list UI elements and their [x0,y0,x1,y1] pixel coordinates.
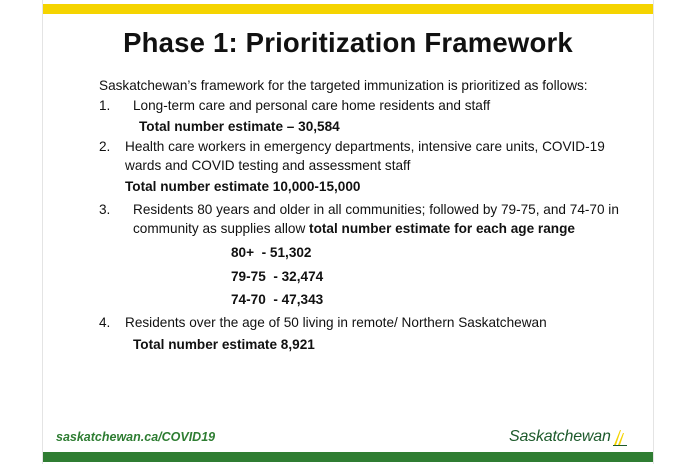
top-accent-bar [43,4,653,14]
footer-url: saskatchewan.ca/COVID19 [56,430,216,444]
item-number: 1. [99,97,111,113]
item-total: Total number estimate – 30,584 [139,118,340,134]
item-number: 2. [99,139,111,155]
item-text: Long-term care and personal care home residents and staff [133,97,491,113]
slide-title: Phase 1: Prioritization Framework [123,27,573,58]
item-number: 4. [99,315,111,331]
list-item-1 [99,97,639,116]
intro-text: Saskatchewan’s framework for the targeted immunization is prioritized as follows: [99,78,588,93]
item-text: Residents 80 years and older in all communities; followed by 79-75, and 74-70 in community as supplies allow [133,201,619,236]
item-number: 3. [99,201,111,217]
list-item-3 [99,201,639,239]
saskatchewan-logo [509,428,628,446]
item-text: Residents over the age of 50 living in remote/ Northern Saskatchewan [125,315,547,331]
slide-body [99,77,639,355]
list-item-2 [99,138,639,176]
item-total: Total number estimate 8,921 [133,337,315,353]
wheat-icon [612,428,628,446]
bottom-accent-bar [43,452,653,462]
item-text-wrapper [133,201,639,239]
list-item-4 [99,314,639,333]
item-total: Total number estimate 10,000-15,000 [125,178,361,194]
age-breakdown [99,244,639,309]
age-row: 74-70 - 47,343 [231,291,324,307]
item-text-bold: total number estimate for each age range [309,220,575,236]
age-row: 80+ - 51,302 [231,245,312,261]
slide [42,0,654,464]
logo-text: Saskatchewan [509,428,611,445]
item-text: Health care workers in emergency departments, intensive care units, COVID-19 wards and COVID testing and assessment staff [125,139,605,174]
age-row: 79-75 - 32,474 [231,268,324,284]
